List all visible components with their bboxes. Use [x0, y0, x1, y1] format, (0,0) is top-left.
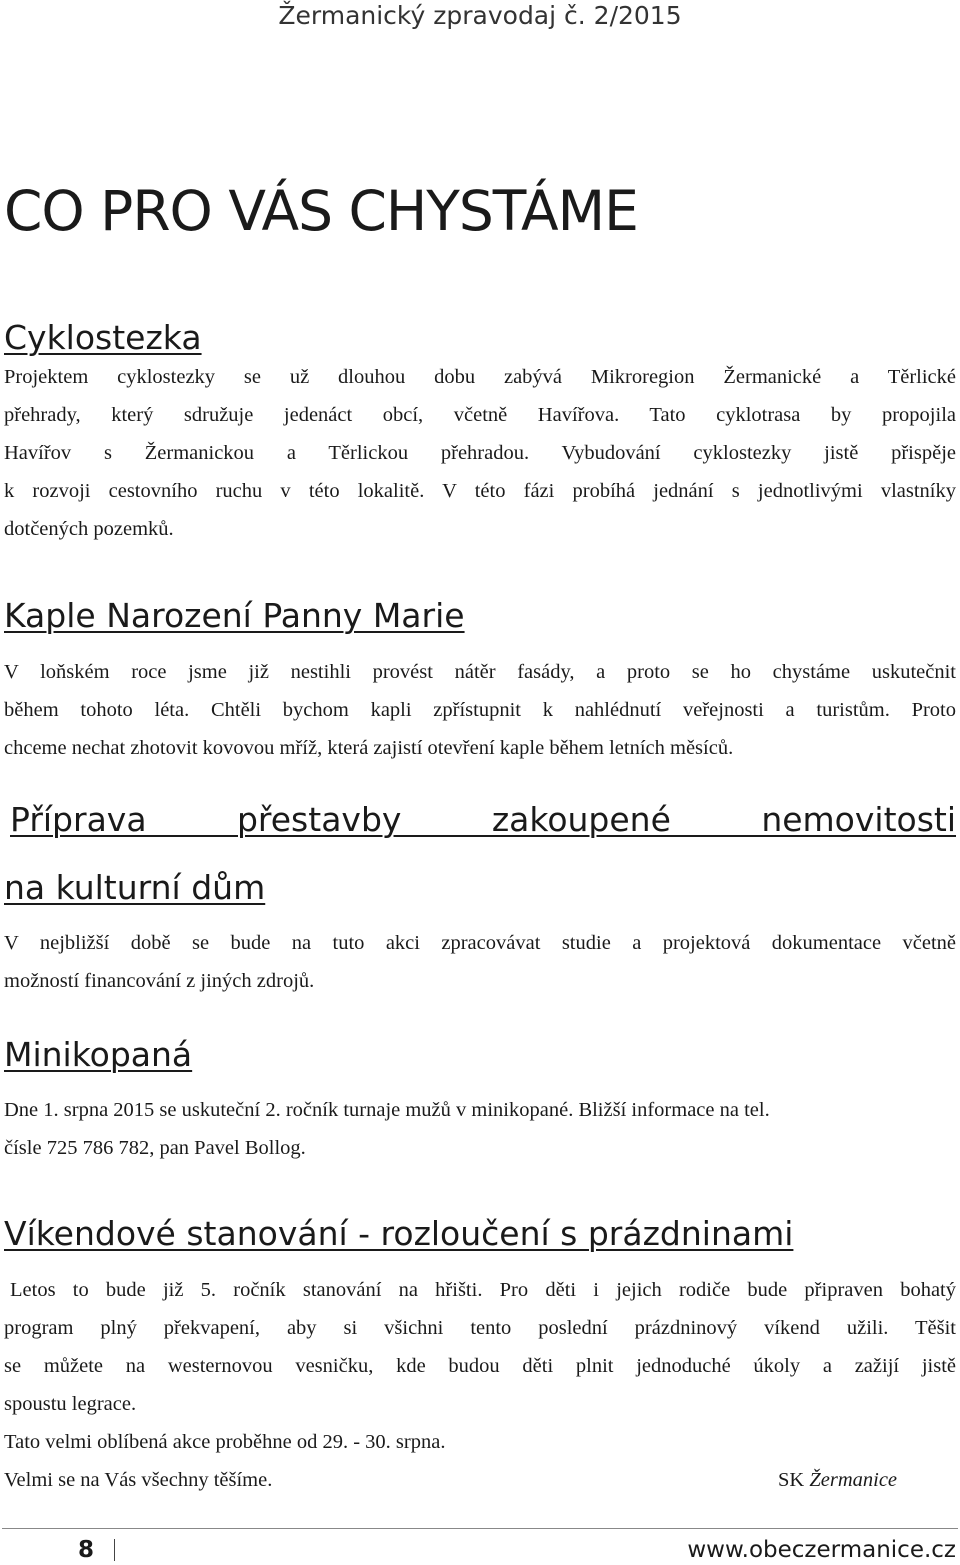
paragraph-line: dotčených pozemků.: [4, 518, 174, 540]
section-title-kaple: Kaple Narození Panny Marie: [4, 596, 465, 635]
signature: SK Žermanice: [778, 1469, 898, 1491]
paragraph-line: Velmi se na Vás všechny těšíme.: [4, 1469, 273, 1491]
paragraph-line: Tato velmi oblíbená akce proběhne od 29. - 30. srpna.: [4, 1431, 446, 1453]
paragraph-line: Letos to bude již 5. ročník stanování na hřišti. Pro děti i jejich rodiče bude připraven bohatý: [10, 1279, 956, 1301]
paragraph-line: V nejbližší době se bude na tuto akci zpracovávat studie a projektová dokumentace včetně: [4, 932, 956, 954]
page-header: Žermanický zpravodaj č. 2/2015: [278, 1, 682, 30]
paragraph-line: Dne 1. srpna 2015 se uskuteční 2. ročník turnaje mužů v minikopané. Bližší informace na tel.: [4, 1099, 770, 1121]
section-title-cyklostezka: Cyklostezka: [4, 318, 202, 357]
paragraph-line: možností financování z jiných zdrojů.: [4, 970, 315, 992]
section-title-kulturni-dum-line2: na kulturní dům: [4, 868, 266, 907]
section-title-stanovani: Víkendové stanování - rozloučení s prázdninami: [4, 1214, 794, 1253]
paragraph-line: spoustu legrace.: [4, 1393, 137, 1415]
section-body-kulturni-dum: [4, 924, 956, 1000]
paragraph-line: program plný překvapení, aby si všichni tento poslední prázdninový víkend užili. Těšit: [4, 1317, 956, 1339]
section-body-minikopana: [4, 1091, 956, 1167]
paragraph-line: Projektem cyklostezky se už dlouhou dobu zabývá Mikroregion Žermanické a Těrlické: [4, 366, 956, 388]
paragraph-line: V loňském roce jsme již nestihli provést nátěr fasády, a proto se ho chystáme uskutečnit: [4, 661, 956, 683]
website-link[interactable]: www.obeczermanice.cz: [687, 1537, 956, 1563]
page-number-separator: [114, 1539, 115, 1561]
paragraph-line: se můžete na westernovou vesničku, kde budou děti plnit jednoduché úkoly a zažijí jistě: [4, 1355, 956, 1377]
paragraph-line: chceme nechat zhotovit kovovou mříž, která zajistí otevření kaple během letních měsíců.: [4, 737, 734, 759]
section-body-cyklostezka: [4, 358, 956, 548]
main-title: CO PRO VÁS CHYSTÁME: [4, 179, 638, 243]
paragraph-line: Havířov s Žermanickou a Těrlickou přehradou. Vybudování cyklostezky jistě přispěje: [4, 442, 956, 464]
section-title-line: Příprava přestavby zakoupené nemovitosti: [10, 800, 956, 839]
paragraph-line: během tohoto léta. Chtěli bychom kapli zpřístupnit k nahlédnutí veřejnosti a turistům. Proto: [4, 699, 956, 721]
section-title-minikopana: Minikopaná: [4, 1035, 193, 1074]
paragraph-line: přehrady, který sdružuje jedenáct obcí, včetně Havířova. Tato cyklotrasa by propojila: [4, 404, 956, 426]
paragraph-line: k rozvoji cestovního ruchu v této lokalitě. V této fázi probíhá jednání s jednotlivými vlastníky: [4, 480, 956, 502]
footer-divider: [2, 1528, 958, 1529]
section-body-kaple: [4, 653, 956, 767]
paragraph-line: čísle 725 786 782, pan Pavel Bollog.: [4, 1137, 306, 1159]
section-title-kulturni-dum: [10, 798, 956, 842]
page-number: 8: [78, 1537, 95, 1563]
